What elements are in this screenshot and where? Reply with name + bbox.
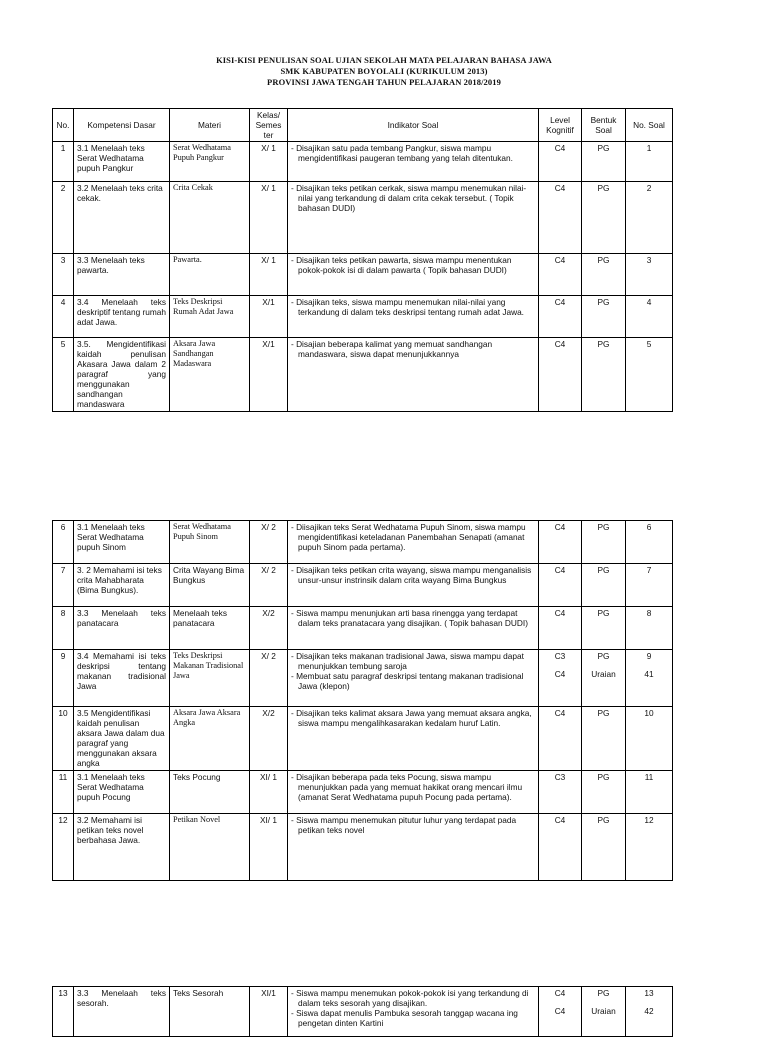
row-kelas: X/ 2 [250,521,288,564]
row-bentuk: PG [582,771,626,814]
row-materi: Petikan Novel [170,814,250,881]
row-nosoal: 2 [626,182,673,254]
row-level: C4 [539,564,582,607]
indikator-line: - Disajikan teks kalimat aksara Jawa yang memuat aksara angka, siswa mampu mengalihkasarakan kedalam huruf Latin. [291,708,532,728]
indikator-line: - Diisajikan teks Serat Wedhatama Pupuh Sinom, siswa mampu mengidentifikasi keteladanan Panembahan Senapati (amanat pupuh Sinom pada pertama). [291,522,526,552]
row-kelas: X/ 2 [250,650,288,707]
bentuk-value: Uraian [591,669,616,679]
row-kelas: X/1 [250,338,288,412]
row-level [539,650,582,707]
row-no: 6 [53,521,74,564]
indikator-line: - Disajikan satu pada tembang Pangkur, siswa mampu mengidentifikasi paugeran tembang yang telah ditentukan. [291,143,513,163]
table-row [53,338,673,412]
row-nosoal: 3 [626,254,673,296]
row-bentuk: PG [582,707,626,771]
row-indikator [288,254,539,296]
bentuk-value: PG [597,651,610,661]
row-bentuk: PG [582,254,626,296]
row-indikator [288,521,539,564]
header-materi: Materi [170,109,250,142]
table-row [53,607,673,650]
row-indikator [288,607,539,650]
row-no: 3 [53,254,74,296]
row-kompetensi-dasar: 3.3 Menelaah teks pawarta. [74,254,170,296]
row-nosoal: 5 [626,338,673,412]
row-level: C4 [539,814,582,881]
nosoal-value: 9 [646,651,652,661]
row-kelas: X/ 1 [250,254,288,296]
row-nosoal: 7 [626,564,673,607]
nosoal-value: 42 [644,1006,654,1016]
row-kelas: XI/ 1 [250,771,288,814]
row-level: C4 [539,142,582,182]
table-row [53,564,673,607]
bentuk-value: PG [597,988,610,998]
row-kelas: X/2 [250,607,288,650]
row-level: C4 [539,707,582,771]
nosoal-value: 13 [644,988,654,998]
row-no: 8 [53,607,74,650]
table-row [53,987,673,1037]
row-no: 5 [53,338,74,412]
row-nosoal: 11 [626,771,673,814]
indikator-line: - Disajikan teks makanan tradisional Jawa, siswa mampu dapat menunjukkan tembung saroja [291,651,524,671]
row-bentuk: PG [582,182,626,254]
row-kelas: X/ 1 [250,142,288,182]
row-materi: Aksara Jawa Sandhangan Madaswara [170,338,250,412]
row-indikator [288,182,539,254]
table-row [53,142,673,182]
level-value: C4 [554,1006,566,1016]
row-kelas: XI/ 1 [250,814,288,881]
row-no: 13 [53,987,74,1037]
row-no: 1 [53,142,74,182]
row-materi: Pawarta. [170,254,250,296]
indikator-line: - Siswa mampu menemukan pokok-pokok isi yang terkandung di dalam teks sesorah yang disajikan. [291,988,529,1008]
row-nosoal: 8 [626,607,673,650]
row-materi: Teks Deskripsi Makanan Tradisional Jawa [170,650,250,707]
row-materi: Serat Wedhatama Pupuh Pangkur [170,142,250,182]
indikator-line: - Siswa mampu menemukan pitutur luhur yang terdapat pada petikan teks novel [291,815,517,835]
row-indikator [288,707,539,771]
indikator-line: - Disajikan teks petikan cerkak, siswa mampu menemukan nilai-nilai yang terkandung di dalam crita cekak tersebut. ( Topik bahasan DUDI) [291,183,527,213]
row-materi: Menelaah teks panatacara [170,607,250,650]
row-materi: Teks Sesorah [170,987,250,1037]
row-bentuk: PG [582,338,626,412]
nosoal-value: 41 [644,669,654,679]
row-bentuk: PG [582,142,626,182]
row-level: C4 [539,296,582,338]
row-nosoal: 1 [626,142,673,182]
kisi-table-section-3 [52,986,673,1037]
table-row [53,296,673,338]
row-kelas: X/ 1 [250,182,288,254]
table-row [53,254,673,296]
row-materi: Crita Cekak [170,182,250,254]
row-materi: Crita Wayang Bima Bungkus [170,564,250,607]
row-bentuk [582,987,626,1037]
row-kompetensi-dasar: 3.4 Menelaah teks deskriptif tentang rumah adat Jawa. [74,296,170,338]
table-row [53,814,673,881]
row-level: C4 [539,182,582,254]
document-title-line-2: SMK KABUPATEN BOYOLALI (KURIKULUM 2013) [280,66,488,76]
indikator-line: - Disajikan teks petikan crita wayang, siswa mampu menganalisis unsur-unsur instrinsik dalam crita wayang Bima Bungkus [291,565,532,585]
header-kompetensi-dasar: Kompetensi Dasar [74,109,170,142]
row-level: C4 [539,521,582,564]
row-bentuk [582,650,626,707]
table-row [53,707,673,771]
row-indikator [288,987,539,1037]
indikator-line: - Disajikan teks petikan pawarta, siswa mampu menentukan pokok-pokok isi di dalam pawarta ( Topik bahasan DUDI) [291,255,512,275]
row-nosoal [626,987,673,1037]
row-level [539,987,582,1037]
row-materi: Teks Pocung [170,771,250,814]
row-kompetensi-dasar: 3.1 Menelaah teks Serat Wedhatama pupuh Pocung [74,771,170,814]
row-nosoal [626,650,673,707]
row-no: 4 [53,296,74,338]
row-kelas: XI/1 [250,987,288,1037]
header-kelas-semester: Kelas/ Semes ter [250,109,288,142]
indikator-line: - Membuat satu paragraf deskripsi tentang makanan tradisional Jawa (klepon) [291,671,524,691]
document-title-line-3: PROVINSI JAWA TENGAH TAHUN PELAJARAN 2018/2019 [267,77,501,87]
level-value: C4 [554,988,566,998]
row-materi: Aksara Jawa Aksara Angka [170,707,250,771]
kisi-table-section-2 [52,520,673,881]
row-kelas: X/ 2 [250,564,288,607]
row-nosoal: 4 [626,296,673,338]
row-indikator [288,771,539,814]
row-kompetensi-dasar: 3.3 Menelaah teks panatacara [74,607,170,650]
level-value: C4 [554,669,566,679]
row-kompetensi-dasar: 3.5 Mengidentifikasi kaidah penulisan aksara Jawa dalam dua paragraf yang menggunakan aksara angka [74,707,170,771]
row-indikator [288,564,539,607]
row-no: 11 [53,771,74,814]
table-row [53,650,673,707]
kisi-table-section-1 [52,108,673,412]
row-kompetensi-dasar: 3.1 Menelaah teks Serat Wedhatama pupuh Sinom [74,521,170,564]
row-kompetensi-dasar: 3. 2 Memahami isi teks crita Mahabharata (Bima Bungkus). [74,564,170,607]
row-no: 9 [53,650,74,707]
header-indikator-soal: Indikator Soal [288,109,539,142]
indikator-line: - Siswa mampu menunjukan arti basa rinengga yang terdapat dalam teks pranatacara yang disajikan. ( Topik bahasan DUDI) [291,608,528,628]
row-materi: Serat Wedhatama Pupuh Sinom [170,521,250,564]
row-kompetensi-dasar: 3.4 Memahami isi teks deskripsi tentang makanan tradisional Jawa [74,650,170,707]
row-no: 2 [53,182,74,254]
header-no: No. [53,109,74,142]
table-row [53,771,673,814]
row-kompetensi-dasar: 3.3 Menelaah teks sesorah. [74,987,170,1037]
row-level: C4 [539,338,582,412]
row-kompetensi-dasar: 3.2 Memahami isi petikan teks novel berbahasa Jawa. [74,814,170,881]
document-title-line-1: KISI-KISI PENULISAN SOAL UJIAN SEKOLAH MATA PELAJARAN BAHASA JAWA [216,55,552,65]
row-indikator [288,814,539,881]
indikator-line: - Disajikan beberapa pada teks Pocung, siswa mampu menunjukkan pada yang memuat hakikat orang mencari ilmu (amanat Serat Wedhatama pupuh Pocung pada pertama). [291,772,523,802]
row-level: C4 [539,607,582,650]
row-bentuk: PG [582,521,626,564]
level-value: C3 [554,651,566,661]
header-no-soal: No. Soal [626,109,673,142]
row-no: 7 [53,564,74,607]
row-nosoal: 10 [626,707,673,771]
row-kompetensi-dasar: 3.5. Mengidentifikasi kaidah penulisan Akasara Jawa dalam 2 paragraf yang menggunakan sandhangan mandaswara [74,338,170,412]
bentuk-value: Uraian [591,1006,616,1016]
header-bentuk-soal: Bentuk Soal [582,109,626,142]
row-materi: Teks Deskripsi Rumah Adat Jawa [170,296,250,338]
row-kompetensi-dasar: 3.1 Menelaah teks Serat Wedhatama pupuh Pangkur [74,142,170,182]
row-bentuk: PG [582,814,626,881]
row-kelas: X/2 [250,707,288,771]
row-kelas: X/1 [250,296,288,338]
row-indikator [288,142,539,182]
row-no: 12 [53,814,74,881]
indikator-line: - Disajian beberapa kalimat yang memuat sandhangan mandaswara, siswa dapat menunjukkannya [291,339,493,359]
row-kompetensi-dasar: 3.2 Menelaah teks crita cekak. [74,182,170,254]
indikator-line: - Disajikan teks, siswa mampu menemukan nilai-nilai yang terkandung di dalam teks deskripsi tentang rumah adat Jawa. [291,297,524,317]
row-level: C4 [539,254,582,296]
row-indikator [288,650,539,707]
table-header-row [53,109,673,142]
row-bentuk: PG [582,607,626,650]
table-row [53,182,673,254]
row-nosoal: 6 [626,521,673,564]
row-bentuk: PG [582,564,626,607]
row-no: 10 [53,707,74,771]
row-indikator [288,338,539,412]
row-bentuk: PG [582,296,626,338]
indikator-line: - Siswa dapat menulis Pambuka sesorah tanggap wacana ing pengetan dinten Kartini [291,1008,518,1028]
row-level: C3 [539,771,582,814]
table-row [53,521,673,564]
row-indikator [288,296,539,338]
header-level-kognitif: Level Kognitif [539,109,582,142]
row-nosoal: 12 [626,814,673,881]
